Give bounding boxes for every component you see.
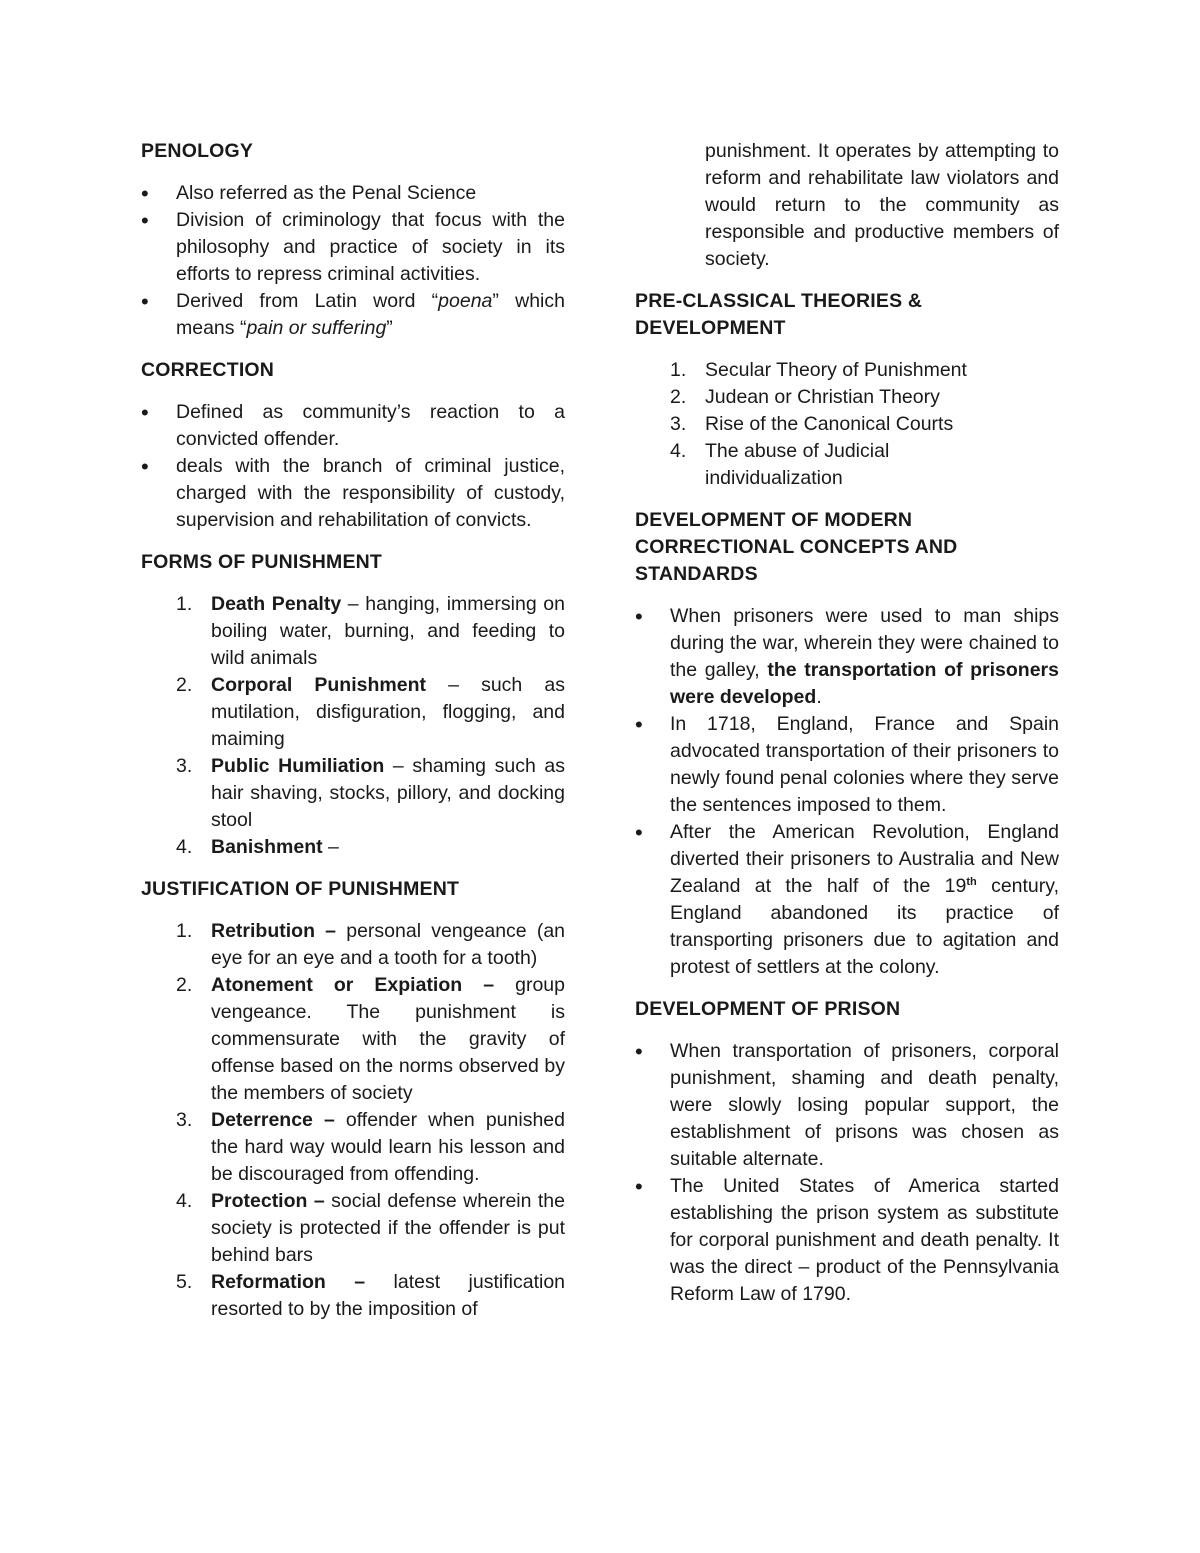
item-desc: social defense wherein the society is protected if the offender is put behind bars xyxy=(211,1190,565,1266)
list-item: • Division of criminology that focus with the philosophy and practice of society in its efforts to repress criminal activities. xyxy=(141,207,565,288)
preclassical-list xyxy=(635,357,1059,492)
list-item xyxy=(141,1188,565,1269)
item-term: Public Humiliation xyxy=(211,755,385,777)
item-text: Rise of the Canonical Courts xyxy=(705,413,954,435)
item-term: Banishment xyxy=(211,836,323,858)
b3-text: After the American Revolution, England diverted their prisoners to Australia and New Zealand at the half of the 19 xyxy=(670,821,1059,897)
penology-heading: PENOLOGY xyxy=(141,140,254,162)
list-item xyxy=(141,1269,565,1323)
list-item xyxy=(635,603,1059,711)
forms-list xyxy=(141,591,565,861)
latin-text-a: Derived from Latin word “ xyxy=(176,290,439,312)
item-desc: – hanging, immersing on boiling water, burning, and feeding to wild animals xyxy=(211,593,565,669)
penology-list xyxy=(141,180,565,342)
item-number: 2. xyxy=(176,974,193,996)
item-desc: group vengeance. The punishment is commensurate with the gravity of offense based on the norms observed by the members of society xyxy=(211,974,565,1104)
left-column xyxy=(141,138,565,1323)
item-desc: – xyxy=(322,836,339,858)
preclassical-heading: PRE-CLASSICAL THEORIES & DEVELOPMENT xyxy=(635,290,923,339)
correction-heading: CORRECTION xyxy=(141,359,275,381)
latin-text-b: ” which means “ xyxy=(176,290,565,339)
list-item xyxy=(141,1107,565,1188)
list-item: • The United States of America started establishing the prison system as substitute for corporal punishment and death penalty. It was the direct – product of the Pennsylvania Reform Law of 1790. xyxy=(635,1173,1059,1308)
item-term: Death Penalty xyxy=(211,593,342,615)
item-number: 1. xyxy=(670,359,687,381)
right-column xyxy=(635,138,1059,1308)
list-item: • In 1718, England, France and Spain advocated transportation of their prisoners to newly found penal colonies where they serve the sentences imposed to them. xyxy=(635,711,1059,819)
item-text: Judean or Christian Theory xyxy=(705,386,940,408)
list-item xyxy=(141,288,565,342)
b3-sup: th xyxy=(966,876,977,888)
item-term: Corporal Punishment xyxy=(211,674,426,696)
list-item xyxy=(141,672,565,753)
b1-end: . xyxy=(816,686,822,708)
list-item xyxy=(635,819,1059,981)
item-text: Secular Theory of Punishment xyxy=(705,359,967,381)
item-number: 3. xyxy=(670,413,687,435)
latin-text-c: ” xyxy=(386,317,393,339)
item-term: Protection – xyxy=(211,1190,325,1212)
b3-end: century, England abandoned its practice of transporting prisoners due to agitation and protest of settlers at the colony. xyxy=(670,875,1059,978)
latin-word: poena xyxy=(438,290,493,312)
item-number: 5. xyxy=(176,1271,193,1293)
list-item xyxy=(635,384,1059,411)
list-item xyxy=(141,753,565,834)
item-term: Retribution – xyxy=(211,920,337,942)
item-desc: latest justification resorted to by the imposition of xyxy=(211,1271,566,1320)
justification-heading: JUSTIFICATION OF PUNISHMENT xyxy=(141,878,460,900)
item-desc: offender when punished the hard way would learn his lesson and be discouraged from offending. xyxy=(211,1109,565,1185)
item-number: 1. xyxy=(176,920,193,942)
item-number: 2. xyxy=(670,386,687,408)
item-number: 4. xyxy=(176,1190,193,1212)
item-number: 3. xyxy=(176,755,193,777)
list-item xyxy=(635,438,1059,492)
correction-list xyxy=(141,399,565,534)
prison-heading: DEVELOPMENT OF PRISON xyxy=(635,998,901,1020)
list-item xyxy=(635,357,1059,384)
list-item xyxy=(141,834,565,861)
item-number: 3. xyxy=(176,1109,193,1131)
item-desc: – shaming such as hair shaving, stocks, pillory, and docking stool xyxy=(211,755,566,831)
prison-list xyxy=(635,1038,1059,1308)
list-item xyxy=(635,411,1059,438)
list-item xyxy=(141,591,565,672)
item-text: The abuse of Judicial individualization xyxy=(705,440,890,489)
list-item xyxy=(141,918,565,972)
item-number: 2. xyxy=(176,674,193,696)
modern-list xyxy=(635,603,1059,981)
forms-heading: FORMS OF PUNISHMENT xyxy=(141,551,383,573)
b1-text: When prisoners were used to man ships during the war, wherein they were chained to the galley, xyxy=(670,605,1059,681)
list-item xyxy=(141,972,565,1107)
item-term: Atonement or Expiation – xyxy=(211,974,495,996)
continuation-text: punishment. It operates by attempting to reform and rehabilitate law violators and would return to the community as responsible and productive members of society. xyxy=(705,140,1059,270)
item-number: 1. xyxy=(176,593,193,615)
modern-heading: DEVELOPMENT OF MODERN CORRECTIONAL CONCEPTS AND STANDARDS xyxy=(635,509,958,585)
list-item: • deals with the branch of criminal justice, charged with the responsibility of custody, supervision and rehabilitation of convicts. xyxy=(141,453,565,534)
item-desc: – such as mutilation, disfiguration, flogging, and maiming xyxy=(211,674,565,750)
b1-bold: the transportation of prisoners were developed xyxy=(670,659,1059,708)
justification-list xyxy=(141,918,565,1323)
list-item: • Also referred as the Penal Science xyxy=(141,180,565,207)
list-item: • When transportation of prisoners, corporal punishment, shaming and death penalty, were slowly losing popular support, the establishment of prisons was chosen as suitable alternate. xyxy=(635,1038,1059,1173)
latin-meaning: pain or suffering xyxy=(246,317,387,339)
item-number: 4. xyxy=(176,836,193,858)
list-item: • Defined as community’s reaction to a convicted offender. xyxy=(141,399,565,453)
item-term: Deterrence – xyxy=(211,1109,335,1131)
item-term: Reformation – xyxy=(211,1271,366,1293)
item-number: 4. xyxy=(670,440,687,462)
item-desc: personal vengeance (an eye for an eye and a tooth for a tooth) xyxy=(211,920,566,969)
